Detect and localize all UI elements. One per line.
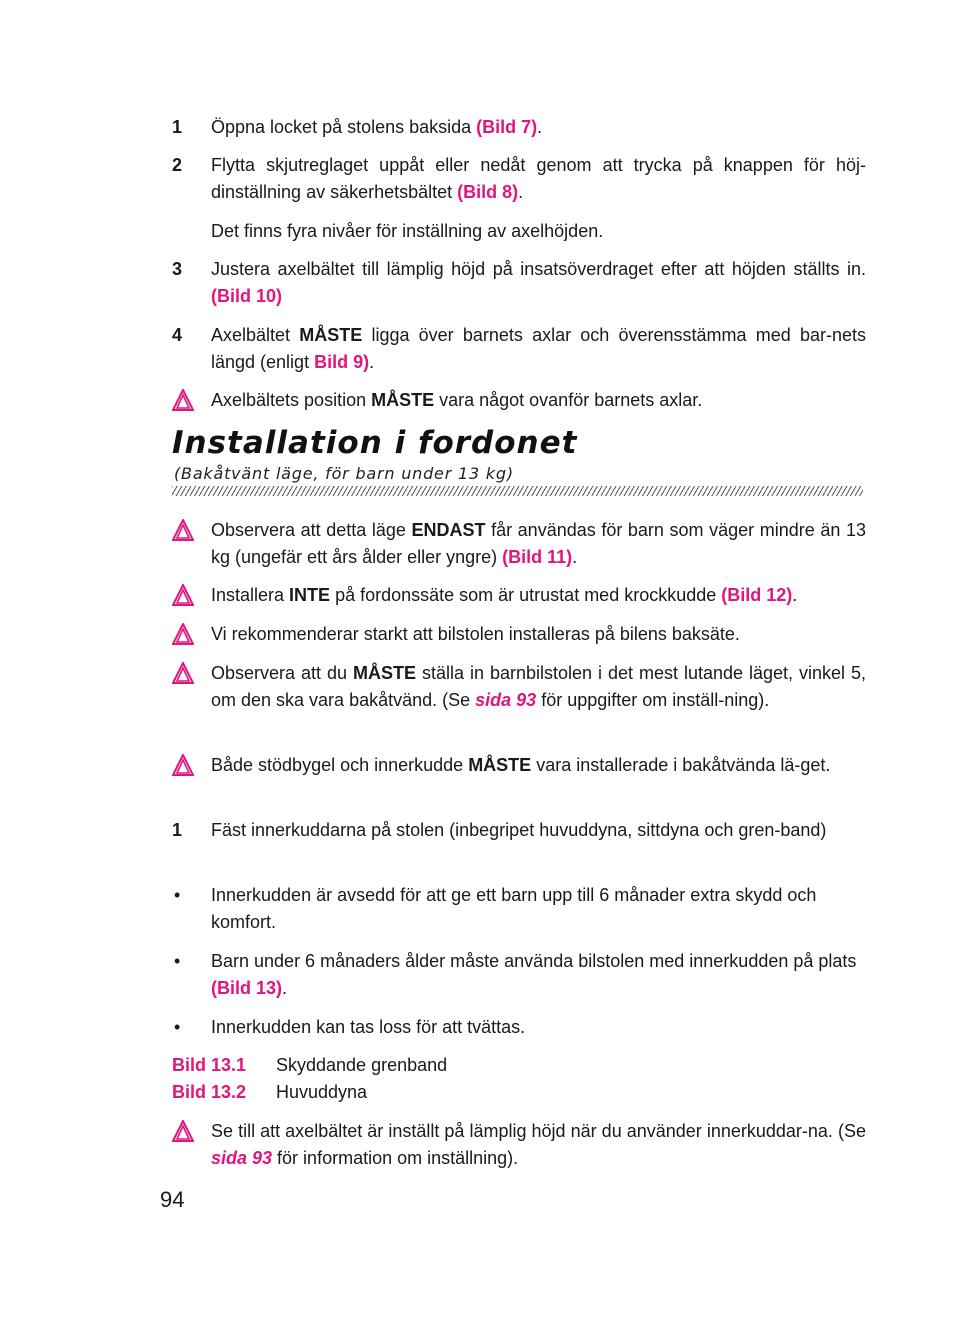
warning-text: Observera att du MÅSTE ställa in barnbilstolen i det mest lutande läget, vinkel 5, om den ska vara bakåtvänd. (Se sida 93 för uppgifter om inställ-ning). (211, 663, 866, 710)
step-item (172, 152, 866, 206)
caption-text: Skyddande grenband (276, 1055, 448, 1075)
step-text: Flytta skjutreglaget uppåt eller nedåt genom att trycka på knappen för höj-dinställning av säkerhetsbältet (Bild 8). (211, 155, 866, 202)
section-divider (172, 486, 863, 496)
figure-caption (172, 1079, 367, 1106)
step-text: Fäst innerkuddarna på stolen (inbegripet huvuddyna, sittdyna och gren-band) (211, 820, 827, 840)
warning-item (172, 752, 866, 806)
figure-reference[interactable]: (Bild 10) (211, 286, 283, 306)
figure-reference[interactable]: (Bild 12) (721, 585, 793, 605)
step-item (172, 322, 866, 376)
figure-reference[interactable]: (Bild 7) (476, 117, 538, 137)
warning-triangle-icon (172, 662, 194, 684)
page-reference[interactable]: sida 93 (475, 690, 537, 710)
bullet-text: Barn under 6 månaders ålder måste använda bilstolen med innerkudden på plats (Bild 13). (211, 951, 857, 998)
step-number: 4 (172, 325, 183, 345)
bullet-icon: • (174, 951, 181, 971)
warning-triangle-icon (172, 584, 194, 606)
step-text: Öppna locket på stolens baksida (Bild 7). (211, 117, 543, 137)
bullet-icon: • (174, 885, 181, 905)
page-reference[interactable]: sida 93 (211, 1148, 273, 1168)
warning-triangle-icon (172, 754, 194, 776)
bullet-item (172, 882, 866, 936)
step-text: Axelbältet MÅSTE ligga över barnets axlar och överensstämma med bar-nets längd (enligt Bild 9). (211, 325, 866, 372)
step-text: Det finns fyra nivåer för inställning av axelhöjden. (211, 221, 604, 241)
figure-reference[interactable]: (Bild 11) (502, 547, 573, 567)
step-number: 1 (172, 117, 183, 137)
warning-text: Axelbältets position MÅSTE vara något ovanför barnets axlar. (211, 390, 703, 410)
bullet-text: Innerkudden är avsedd för att ge ett barn upp till 6 månader extra skydd och komfort. (211, 885, 817, 932)
step-text: Justera axelbältet till lämplig höjd på insatsöverdraget efter att höjden ställts in. (Bild 10) (211, 259, 866, 306)
caption-text: Huvuddyna (276, 1082, 368, 1102)
warning-text: Se till att axelbältet är inställt på lämplig höjd när du använder innerkuddar-na. (Se sida 93 för information om inställning). (211, 1121, 866, 1168)
section-subtitle: (Bakåtvänt läge, för barn under 13 kg) (174, 464, 514, 483)
caption-label: Bild 13.1 (172, 1055, 247, 1075)
warning-triangle-icon (172, 519, 194, 541)
figure-reference[interactable]: (Bild 8) (457, 182, 519, 202)
warning-text: Vi rekommenderar starkt att bilstolen installeras på bilens baksäte. (211, 624, 740, 644)
warning-triangle-icon (172, 623, 194, 645)
warning-item (172, 517, 866, 571)
warning-item (172, 660, 866, 741)
warning-text: Observera att detta läge ENDAST får användas för barn som väger mindre än 13 kg (ungefär ett års ålder eller yngre) (Bild 11). (211, 520, 866, 567)
caption-label: Bild 13.2 (172, 1082, 247, 1102)
section-title: Installation i fordonet (172, 425, 578, 461)
step-item (172, 817, 866, 871)
bullet-item (172, 948, 866, 1002)
warning-item (172, 1118, 866, 1172)
page-number: 94 (160, 1187, 185, 1212)
figure-caption (172, 1052, 447, 1079)
figure-reference[interactable]: (Bild 13) (211, 978, 283, 998)
step-number: 2 (172, 155, 183, 175)
warning-text: Både stödbygel och innerkudde MÅSTE vara installerade i bakåtvända lä-get. (211, 755, 831, 775)
step-number: 1 (172, 820, 183, 840)
warning-triangle-icon (172, 389, 194, 411)
figure-reference[interactable]: Bild 9) (314, 352, 370, 372)
bullet-text: Innerkudden kan tas loss för att tvättas. (211, 1017, 526, 1037)
step-item (172, 256, 866, 310)
warning-text: Installera INTE på fordonssäte som är utrustat med krockkudde (Bild 12). (211, 585, 798, 605)
step-number: 3 (172, 259, 183, 279)
bullet-icon: • (174, 1017, 181, 1037)
warning-triangle-icon (172, 1120, 194, 1142)
